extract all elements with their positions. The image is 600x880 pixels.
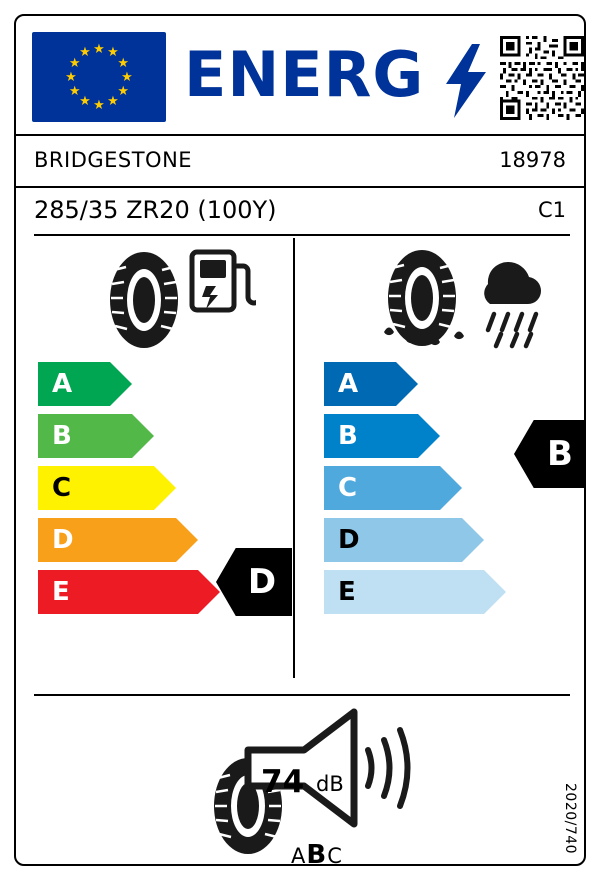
lightning-bolt-icon (446, 44, 486, 118)
fuel-grade-c-letter: C (52, 473, 72, 503)
eu-star-icon: ★ (107, 93, 119, 109)
fuel-grade-e-letter: E (52, 577, 70, 607)
wet-grade-a-letter: A (338, 369, 359, 399)
eu-star-icon: ★ (93, 41, 105, 57)
energy-label-card (14, 14, 586, 866)
wet-grade-b (324, 414, 484, 458)
eu-star-icon: ★ (68, 83, 81, 99)
fuel-grade-c (38, 466, 198, 510)
eu-star-icon: ★ (65, 69, 77, 85)
noise-class-a: A (291, 844, 307, 866)
tyre-loudspeaker-icon (186, 706, 436, 861)
eu-star-icon: ★ (117, 55, 130, 71)
tyre-fuel-pump-icon (86, 240, 256, 350)
wet-grip-result-letter: B (547, 434, 573, 474)
divider-header (16, 134, 586, 136)
fuel-grade-d (38, 518, 198, 562)
eu-star-icon: ★ (117, 83, 130, 99)
fuel-grade-b (38, 414, 198, 458)
divider-noise (34, 694, 570, 696)
fuel-result-pointer (216, 548, 292, 616)
eu-flag-icon (32, 32, 166, 122)
wet-grade-e (324, 570, 484, 614)
noise-value: 74 (261, 764, 305, 800)
fuel-grade-e (38, 570, 198, 614)
noise-class-scale (291, 840, 343, 866)
wet-grade-a (324, 362, 484, 406)
page-title: ENERG (184, 38, 425, 111)
qr-code-icon (500, 36, 584, 120)
divider-size (34, 234, 570, 236)
wet-grip-panel (306, 240, 576, 680)
tyre-size: 285/35 ZR20 (100Y) (34, 196, 277, 224)
fuel-efficiency-panel (26, 240, 286, 680)
noise-class-selected: B (306, 840, 328, 866)
wet-grade-c-letter: C (338, 473, 358, 503)
divider-brand (16, 186, 586, 188)
eu-star-icon: ★ (107, 45, 119, 61)
fuel-grade-b-letter: B (52, 421, 72, 451)
eu-star-icon: ★ (93, 97, 105, 113)
noise-panel (16, 706, 584, 866)
wet-grade-c (324, 466, 484, 510)
eu-star-icon: ★ (68, 55, 81, 71)
label-header (16, 16, 584, 134)
wet-grip-grade-scale (324, 362, 484, 622)
fuel-grade-a-letter: A (52, 369, 73, 399)
tyre-rain-cloud-icon (360, 240, 560, 355)
product-code: 18978 (499, 148, 566, 172)
fuel-grade-a (38, 362, 198, 406)
eu-star-icon: ★ (79, 45, 91, 61)
regulation-reference: 2020/740 (562, 782, 578, 854)
wet-grade-b-letter: B (338, 421, 358, 451)
divider-vertical (293, 238, 295, 678)
fuel-grade-d-letter: D (52, 525, 74, 555)
eu-star-icon: ★ (79, 93, 91, 109)
eu-star-icon: ★ (121, 69, 133, 85)
wet-grade-d (324, 518, 484, 562)
tyre-class: C1 (537, 198, 566, 222)
wet-grade-d-letter: D (338, 525, 360, 555)
noise-unit: dB (316, 772, 344, 796)
brand-name: BRIDGESTONE (34, 148, 193, 172)
fuel-grade-scale (38, 362, 198, 622)
wet-grade-e-letter: E (338, 577, 356, 607)
fuel-result-letter: D (247, 562, 277, 602)
wet-grip-result-pointer (514, 420, 586, 488)
noise-class-c: C (327, 844, 343, 866)
